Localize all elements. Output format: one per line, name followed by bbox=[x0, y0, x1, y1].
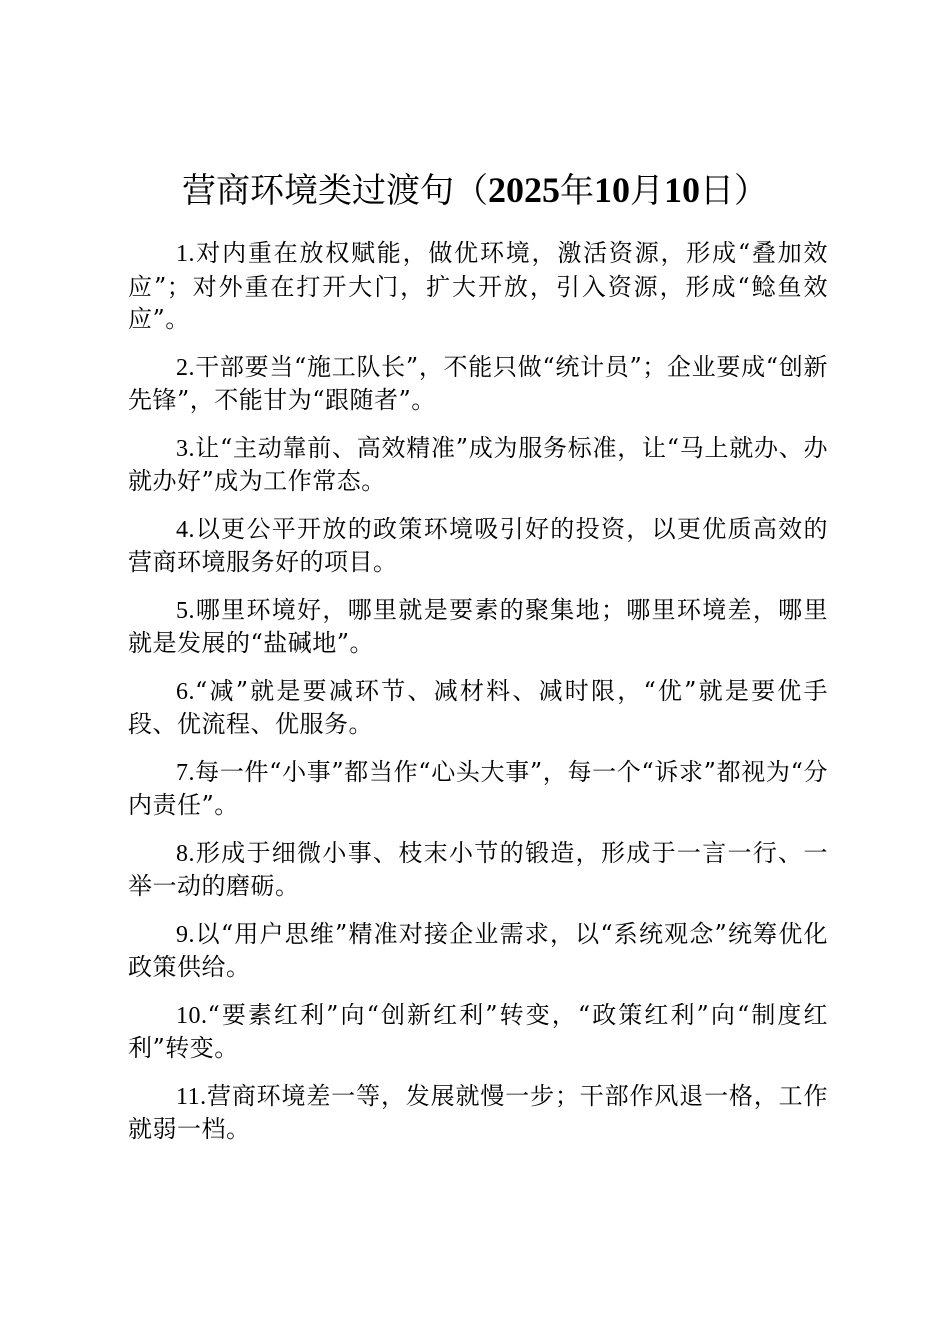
paragraph-number: 4. bbox=[176, 516, 195, 543]
paragraph-number: 1. bbox=[176, 241, 195, 267]
paragraph-6 bbox=[128, 675, 828, 741]
paragraph-text: 干部要当“施工队长”，不能只做“统计员”；企业要成“创新先锋”，不能甘为“跟随者”。 bbox=[128, 352, 828, 414]
document-body bbox=[128, 237, 828, 1161]
paragraph-text: 形成于细微小事、枝末小节的锻造，形成于一言一行、一举一动的磨砺。 bbox=[128, 838, 828, 900]
title-day: 10 bbox=[664, 170, 700, 210]
paragraph-text: 以“用户思维”精准对接企业需求，以“系统观念”统筹优化政策供给。 bbox=[128, 919, 828, 981]
paragraph-9 bbox=[128, 918, 828, 984]
paragraph-number: 10. bbox=[176, 1002, 208, 1029]
paragraph-number: 5. bbox=[176, 597, 195, 624]
title-year: 2025 bbox=[488, 170, 560, 210]
paragraph-text: “要素红利”向“创新红利”转变，“政策红利”向“制度红利”转变。 bbox=[128, 1000, 828, 1062]
paragraph-4 bbox=[128, 513, 828, 579]
paragraph-text: 以更公平开放的政策环境吸引好的投资，以更优质高效的营商环境服务好的项目。 bbox=[128, 514, 828, 576]
paragraph-number: 3. bbox=[176, 435, 195, 462]
paragraph-text: 对内重在放权赋能，做优环境，激活资源，形成“叠加效应”；对外重在打开大门，扩大开放，引入资源，形成“鲶鱼效应”。 bbox=[128, 239, 828, 333]
paragraph-number: 2. bbox=[176, 354, 195, 381]
title-month: 10 bbox=[594, 170, 630, 210]
paragraph-text: 每一件“小事”都当作“心头大事”，每一个“诉求”都视为“分内责任”。 bbox=[128, 757, 828, 819]
paragraph-number: 8. bbox=[176, 840, 195, 867]
paragraph-text: 哪里环境好，哪里就是要素的聚集地；哪里环境差，哪里就是发展的“盐碱地”。 bbox=[128, 595, 828, 657]
paragraph-3 bbox=[128, 432, 828, 498]
paragraph-2 bbox=[128, 351, 828, 417]
document-title bbox=[0, 166, 950, 215]
title-suffix: 日） bbox=[700, 171, 768, 211]
paragraph-number: 7. bbox=[176, 759, 195, 786]
title-month-unit: 月 bbox=[630, 171, 664, 211]
paragraph-11 bbox=[128, 1080, 828, 1146]
paragraph-1 bbox=[128, 237, 828, 336]
title-prefix: 营商环境类过渡句（ bbox=[182, 171, 488, 211]
paragraph-number: 6. bbox=[176, 678, 195, 705]
paragraph-7 bbox=[128, 756, 828, 822]
paragraph-text: “减”就是要减环节、减材料、减时限，“优”就是要优手段、优流程、优服务。 bbox=[128, 676, 828, 738]
paragraph-number: 9. bbox=[176, 921, 195, 948]
paragraph-text: 营商环境差一等，发展就慢一步；干部作风退一格，工作就弱一档。 bbox=[128, 1081, 828, 1143]
paragraph-5 bbox=[128, 594, 828, 660]
paragraph-text: 让“主动靠前、高效精准”成为服务标准，让“马上就办、办就办好”成为工作常态。 bbox=[128, 433, 828, 495]
paragraph-8 bbox=[128, 837, 828, 903]
title-year-unit: 年 bbox=[560, 171, 594, 211]
paragraph-10 bbox=[128, 999, 828, 1065]
paragraph-number: 11. bbox=[176, 1083, 207, 1110]
